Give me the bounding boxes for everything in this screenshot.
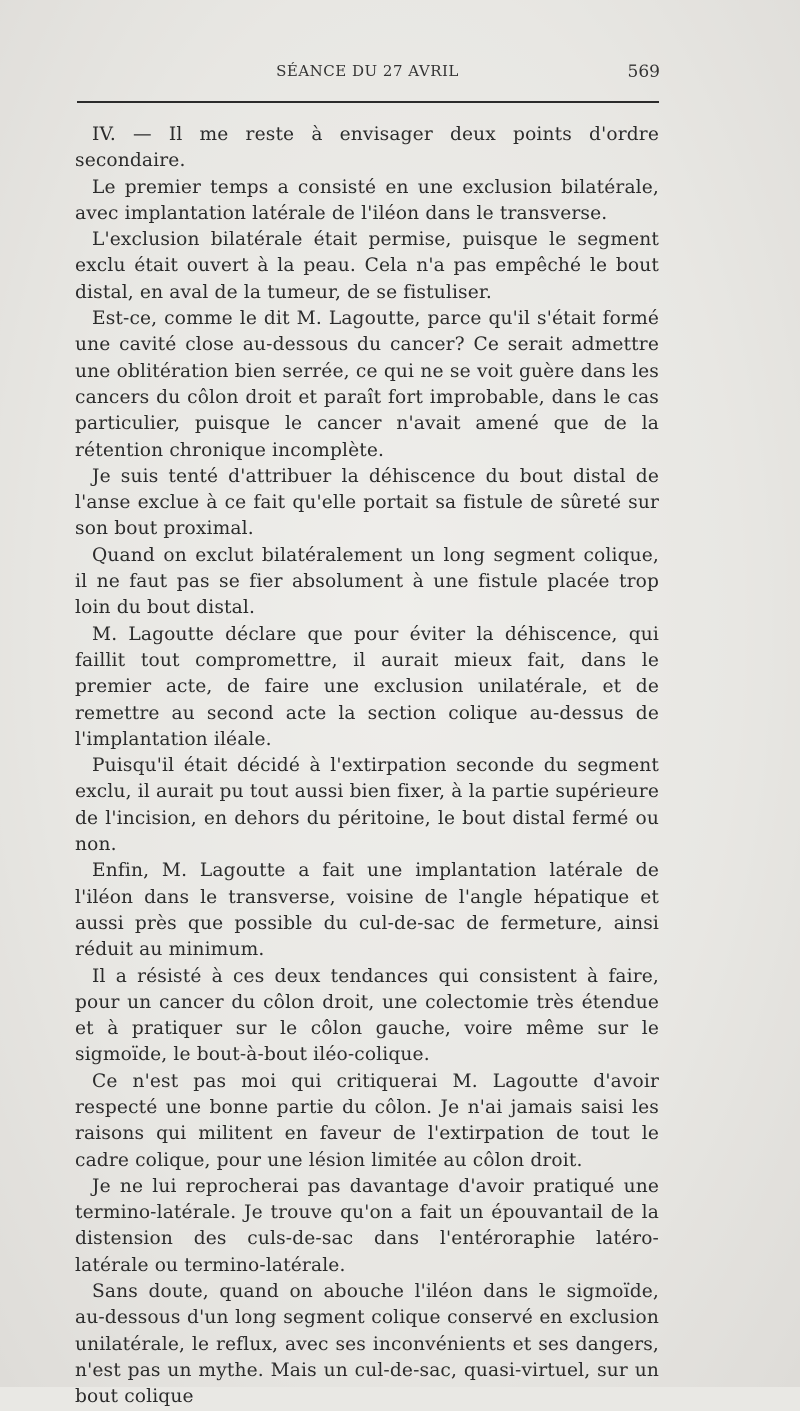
paragraph: Le premier temps a consisté en une exclusion bilatérale, avec implantation latérale de l'iléon dans le transverse.	[75, 176, 659, 224]
paragraph: IV. — Il me reste à envisager deux points d'ordre secondaire.	[75, 124, 659, 172]
paragraph: Quand on exclut bilatéralement un long segment colique, il ne faut pas se fier absolument à une fistule placée trop loin du bout distal.	[75, 544, 659, 619]
paragraph: Puisqu'il était décidé à l'extirpation seconde du segment exclu, il aurait pu tout aussi bien fixer, à la partie supérieure de l'incision, en dehors du péritoine, le bout distal fermé ou non.	[75, 755, 659, 856]
paragraph: L'exclusion bilatérale était permise, puisque le segment exclu était ouvert à la peau. Cela n'a pas empêché le bout distal, en aval de la tumeur, de se fistuliser.	[75, 229, 659, 303]
paragraph: M. Lagoutte déclare que pour éviter la déhiscence, qui faillit tout compromettre, il aurait mieux fait, dans le premier acte, de faire une exclusion unilatérale, et de remettre au second acte la section colique au-dessus de l'implantation iléale.	[75, 623, 659, 750]
header-rule	[77, 101, 659, 103]
paragraph: Il a résisté à ces deux tendances qui consistent à faire, pour un cancer du côlon droit, une colectomie très étendue et à pratiquer sur le côlon gauche, voire même sur le sigmoïde, le bout-à-bout iléo-colique.	[75, 965, 659, 1066]
paragraph: Ce n'est pas moi qui critiquerai M. Lagoutte d'avoir respecté une bonne partie du côlon. Je n'ai jamais saisi les raisons qui militent en faveur de l'extirpation de tout le cadre colique, pour une lésion limitée au côlon droit.	[75, 1070, 659, 1171]
paragraph: Sans doute, quand on abouche l'iléon dans le sigmoïde, au-dessous d'un long segment colique conservé en exclusion unilatérale, le reflux, avec ses inconvénients et ses dangers, n'est pas un mythe. Mais un cul-de-sac, quasi-virtuel, sur un bout colique	[75, 1281, 659, 1408]
page-number: 569	[627, 62, 660, 82]
running-head-title: SÉANCE DU 27 AVRIL	[276, 62, 459, 80]
running-head	[75, 62, 660, 88]
paragraph: Je suis tenté d'attribuer la déhiscence du bout distal de l'anse exclue à ce fait qu'elle portait sa fistule de sûreté sur son bout proximal.	[75, 465, 659, 540]
body-text	[75, 122, 659, 1411]
paragraph: Je ne lui reprocherai pas davantage d'avoir pratiqué une termino-latérale. Je trouve qu'on a fait un épouvantail de la distension des culs-de-sac dans l'entéroraphie latéro-latérale ou termino-latérale.	[75, 1175, 659, 1276]
paragraph: Est-ce, comme le dit M. Lagoutte, parce qu'il s'était formé une cavité close au-dessous du cancer? Ce serait admettre une oblitération bien serrée, ce qui ne se voit guère dans les cancers du côlon droit et paraît fort improbable, dans le cas particulier, puisque le cancer n'avait amené que de la rétention chronique incomplète.	[75, 308, 659, 461]
paragraph: Enfin, M. Lagoutte a fait une implantation latérale de l'iléon dans le transverse, voisine de l'angle hépatique et aussi près que possible du cul-de-sac de fermeture, ainsi réduit au minimum.	[75, 860, 659, 961]
